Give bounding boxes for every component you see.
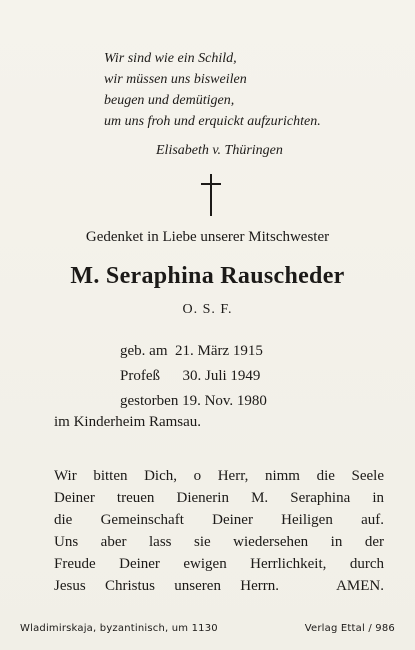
- quote-line: um uns froh und erquickt aufzurichten.: [104, 114, 321, 129]
- life-dates: [120, 339, 380, 414]
- cross-icon: [196, 174, 226, 216]
- quote-line: Wir sind wie ein Schild,: [104, 51, 237, 66]
- birth-date: geb. am 21. März 1915: [120, 343, 263, 359]
- image-credit: Wladimirskaja, byzantinisch, um 1130: [20, 623, 218, 634]
- quote-line: beugen und demütigen,: [104, 93, 235, 108]
- quote-line: wir müssen uns bisweilen: [104, 72, 247, 87]
- prayer: [54, 465, 384, 597]
- prayer-line: Jesus Christus unseren Herrn. AMEN.: [54, 578, 384, 594]
- place-of-death: im Kinderheim Ramsau.: [54, 414, 202, 430]
- intro-text: Gedenket in Liebe unserer Mitschwester: [85, 229, 330, 245]
- quote-attribution: Elisabeth v. Thüringen: [156, 143, 283, 158]
- prayer-line: Deiner treuen Dienerin M. Seraphina in: [54, 490, 384, 506]
- prayer-line: Uns aber lass sie wiedersehen in der: [54, 534, 384, 550]
- publisher: Verlag Ettal / 986: [304, 623, 395, 634]
- deceased-name: M. Seraphina Rauscheder: [70, 263, 345, 289]
- prayer-line: Wir bitten Dich, o Herr, nimm die Seele: [54, 468, 384, 484]
- prayer-line: die Gemeinschaft Deiner Heiligen auf.: [54, 512, 384, 528]
- quote: [104, 48, 394, 132]
- order-abbreviation: O. S. F.: [182, 302, 233, 317]
- prayer-line: Freude Deiner ewigen Herrlichkeit, durch: [54, 556, 384, 572]
- death-date: gestorben 19. Nov. 1980: [120, 393, 267, 409]
- profession-date: Profeß 30. Juli 1949: [120, 368, 261, 384]
